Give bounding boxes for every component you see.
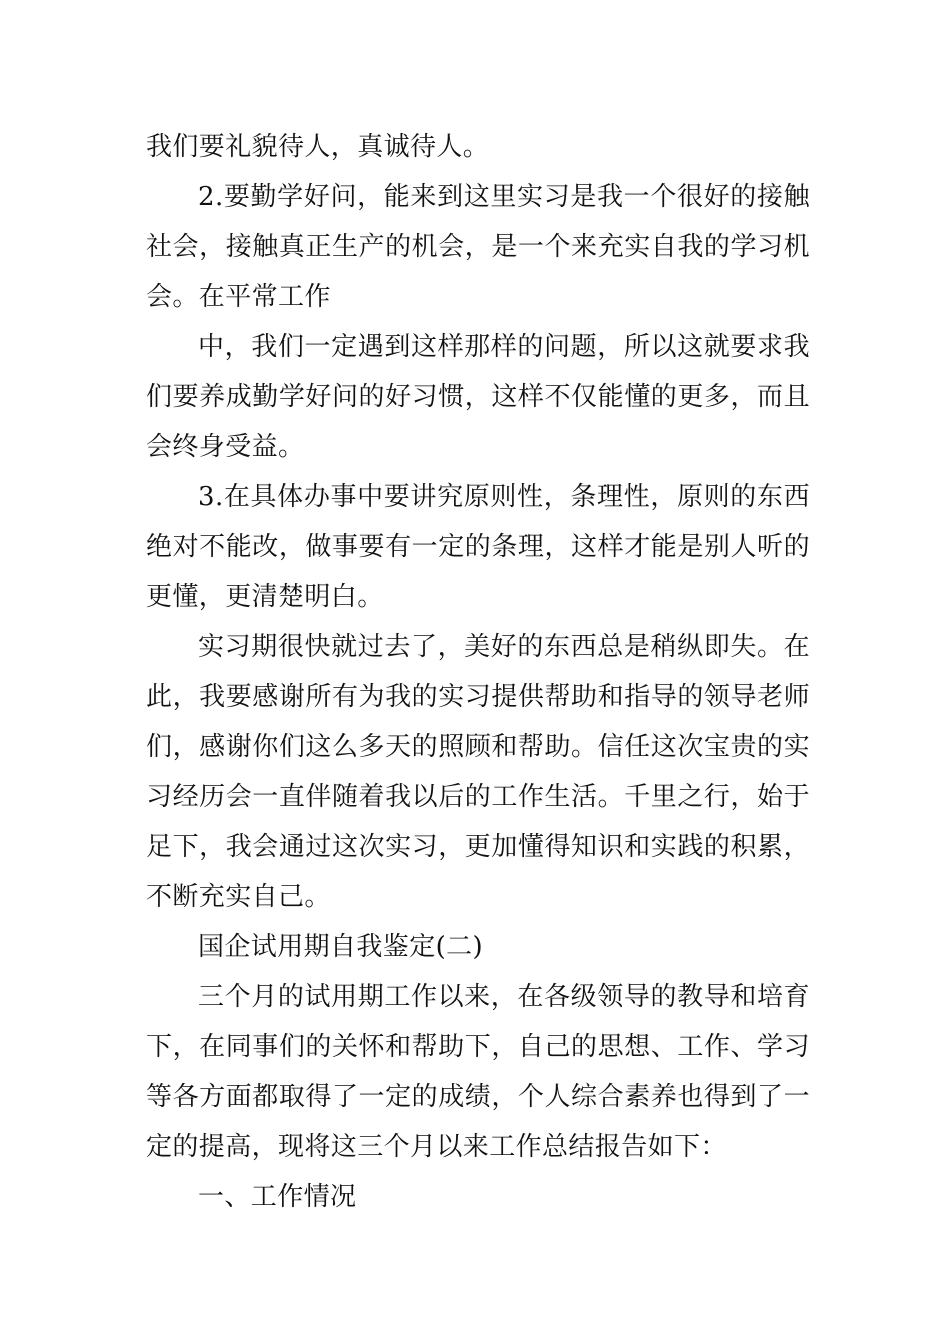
paragraph-item-3: 3.在具体办事中要讲究原则性，条理性，原则的东西绝对不能改，做事要有一定的条理，这样才能是别人听的更懂，更清楚明白。 (146, 482, 810, 612)
paragraph-item-2: 2.要勤学好问，能来到这里实习是我一个很好的接触社会，接触真正生产的机会，是一个来充实自我的学习机会。在平常工作 (146, 182, 810, 312)
paragraph-continuation: 我们要礼貌待人，真诚待人。 (146, 132, 490, 162)
document-body (146, 122, 810, 1222)
paragraph-item-2-continued: 中，我们一定遇到这样那样的问题，所以这就要求我们要养成勤学好问的好习惯，这样不仅能懂的更多，而且会终身受益。 (146, 332, 810, 462)
paragraph-intro: 三个月的试用期工作以来，在各级领导的教导和培育下，在同事们的关怀和帮助下，自己的思想、工作、学习等各方面都取得了一定的成绩，个人综合素养也得到了一定的提高，现将这三个月以来工作总结报告如下： (146, 982, 810, 1162)
section-heading-work: 一、工作情况 (198, 1182, 357, 1212)
paragraph-conclusion: 实习期很快就过去了，美好的东西总是稍纵即失。在此，我要感谢所有为我的实习提供帮助和指导的领导老师们，感谢你们这么多天的照顾和帮助。信任这次宝贵的实习经历会一直伴随着我以后的工作生活。千里之行，始于足下，我会通过这次实习，更加懂得知识和实践的积累，不断充实自己。 (146, 632, 810, 912)
section-title: 国企试用期自我鉴定(二) (198, 932, 484, 962)
